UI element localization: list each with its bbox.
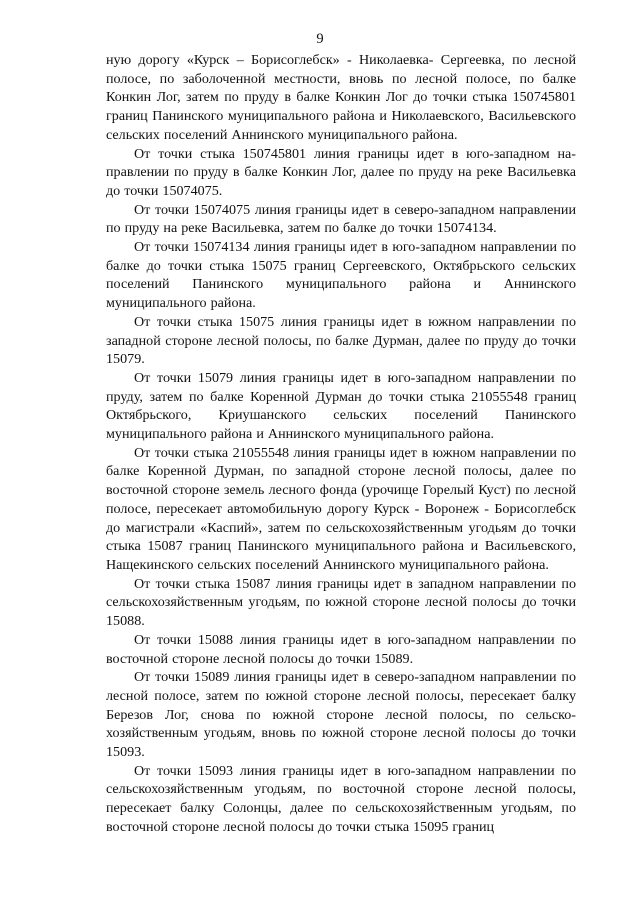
paragraph-11: От точки 15093 линия границы идет в юго-западном направлении по сельскохозяйственным угодьям, по восточной стороне лесной полосы, пересекает балку Солонцы, далее по сельскохозяйственным угодьям, по восточной стороне лесной полосы до точки стыка 15095 границ <box>106 762 576 835</box>
paragraph-5: От точки стыка 15075 линия границы идет в южном направлении по западной стороне лесной полосы, по балке Дурман, далее по пруду до точки 15079. <box>106 313 576 368</box>
paragraph-7: От точки стыка 21055548 линия границы идет в южном направлении по балке Коренной Дурман, по западной стороне лесной полосы, далее по восточной стороне земель лесного фонда (урочище Горелый Куст) по лесной полосе, пересекает автомобильную дорогу Курск - Воронеж - Борисоглебск до магистрали «Каспий», затем по сельскохозяйственным угодьям до точки стыка 15087 границ Панинского муниципального района и Васильевского, Нащекинского сельских поселений Аннинского муниципального района. <box>106 444 576 573</box>
document-body <box>106 51 576 837</box>
paragraph-4: От точки 15074134 линия границы идет в юго-западном направлении по балке до точки стыка 15075 границ Сергеевского, Октябрьского сельских поселений Панинского муниципального района и Аннинского муниципального района. <box>106 239 576 312</box>
paragraph-10: От точки 15089 линия границы идет в северо-западном направлении по лесной полосе, затем по южной стороне лесной полосы, пересекает балку Березов Лог, снова по южной стороне лесной полосы, по сельскохозяйственным угодьям, вновь по южной стороне лесной полосы до точки 15093. <box>106 669 576 761</box>
paragraph-6: От точки 15079 линия границы идет в юго-западном направлении по пруду, затем по балке Коренной Дурман до точки стыка 21055548 границ Октябрьского, Криушанского сельских поселений Панинского муниципального района и Аннинского муниципального района. <box>106 369 576 443</box>
paragraph-1: ную дорогу «Курск – Борисоглебск» - Николаевка- Сергеевка, по лесной полосе, по заболоченной местности, вновь по лесной полосе, по балке Конкин Лог, затем по пруду в балке Конкин Лог до точки стыка 150745801 границ Панинского муниципального района и Николаевского, Васильевского сельских поселений Аннинского муниципального района. <box>106 52 576 143</box>
page-number: 9 <box>316 31 324 47</box>
paragraph-2: От точки стыка 150745801 линия границы идет в юго-западном направлении по пруду в балке Конкин Лог, далее по пруду на реке Васильевка до точки 15074075. <box>106 145 576 199</box>
paragraph-8: От точки стыка 15087 линия границы идет в западном направлении по сельскохозяйственным угодьям, по южной стороне лесной полосы до точки 15088. <box>106 575 576 630</box>
paragraph-3: От точки 15074075 линия границы идет в северо-западном направлении по пруду на реке Васильевка, затем по балке до точки 15074134. <box>106 201 576 237</box>
paragraph-9: От точки 15088 линия границы идет в юго-западном направлении по восточной стороне лесной полосы до точки 15089. <box>106 631 576 667</box>
